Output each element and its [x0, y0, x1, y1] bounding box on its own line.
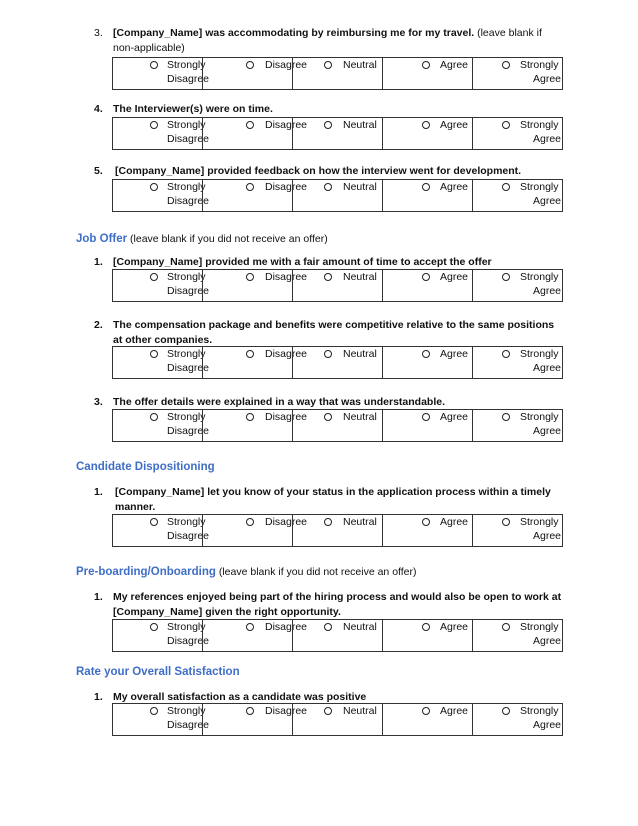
option-label: Neutral	[343, 181, 377, 193]
option-label: Neutral	[343, 119, 377, 131]
option-strongly-disagree	[113, 180, 210, 211]
option-neutral	[292, 58, 382, 89]
section-job-offer	[76, 232, 328, 247]
radio-disagree[interactable]	[246, 61, 254, 69]
option-label: Neutral	[343, 621, 377, 633]
option-label-line2: Agree	[533, 73, 562, 85]
option-strongly-disagree	[113, 118, 210, 149]
likert-scale-interview-5	[112, 179, 563, 212]
radio-strongly-agree[interactable]	[502, 413, 510, 421]
option-agree	[382, 180, 472, 211]
radio-disagree[interactable]	[246, 350, 254, 358]
radio-strongly-disagree[interactable]	[150, 121, 158, 129]
radio-neutral[interactable]	[324, 183, 332, 191]
question-job-offer-2	[94, 318, 564, 348]
option-label-line2: Disagree	[167, 719, 210, 731]
option-strongly-agree	[472, 515, 562, 546]
option-label-line2: Agree	[533, 133, 562, 145]
option-label: Agree	[440, 348, 469, 360]
option-label: Neutral	[343, 516, 377, 528]
radio-agree[interactable]	[422, 61, 430, 69]
radio-agree[interactable]	[422, 183, 430, 191]
radio-strongly-agree[interactable]	[502, 350, 510, 358]
radio-neutral[interactable]	[324, 121, 332, 129]
question-job-offer-1	[94, 255, 564, 270]
option-label: Agree	[440, 621, 469, 633]
radio-strongly-disagree[interactable]	[150, 350, 158, 358]
radio-strongly-disagree[interactable]	[150, 707, 158, 715]
question-number: 1.	[94, 486, 103, 498]
option-strongly-disagree	[113, 347, 210, 378]
option-disagree	[202, 180, 308, 211]
option-strongly-agree	[472, 118, 562, 149]
likert-scale-job-offer-2	[112, 346, 563, 379]
option-label-line2: Agree	[533, 362, 562, 374]
option-agree	[382, 270, 472, 301]
option-label-line2: Disagree	[167, 73, 210, 85]
option-agree	[382, 515, 472, 546]
radio-agree[interactable]	[422, 707, 430, 715]
radio-neutral[interactable]	[324, 350, 332, 358]
radio-agree[interactable]	[422, 623, 430, 631]
option-label-line2: Disagree	[167, 195, 210, 207]
option-label: Disagree	[265, 411, 308, 423]
option-disagree	[202, 270, 308, 301]
likert-scale-onboarding-1	[112, 619, 563, 652]
option-strongly-disagree	[113, 270, 210, 301]
section-title: Rate your Overall Satisfaction	[76, 666, 240, 678]
option-strongly-agree	[472, 347, 562, 378]
question-number: 2.	[94, 319, 103, 331]
option-label-line2: Agree	[533, 425, 562, 437]
radio-neutral[interactable]	[324, 413, 332, 421]
radio-disagree[interactable]	[246, 623, 254, 631]
question-interview-5	[94, 164, 564, 179]
section-title: Pre-boarding/Onboarding	[76, 566, 216, 578]
section-note: (leave blank if you did not receive an offer)	[215, 566, 417, 578]
option-agree	[382, 347, 472, 378]
option-label-line2: Agree	[533, 635, 562, 647]
option-label-line2: Disagree	[167, 362, 210, 374]
question-number: 3.	[94, 396, 103, 408]
radio-disagree[interactable]	[246, 183, 254, 191]
option-label: Strongly	[520, 181, 559, 193]
option-neutral	[292, 180, 382, 211]
option-label: Strongly	[520, 516, 559, 528]
option-label: Disagree	[265, 119, 308, 131]
option-neutral	[292, 410, 382, 441]
option-label: Neutral	[343, 411, 377, 423]
option-label-line2: Agree	[533, 530, 562, 542]
option-neutral	[292, 704, 382, 735]
option-strongly-disagree	[113, 620, 210, 651]
option-label: Strongly	[520, 119, 559, 131]
option-label: Agree	[440, 516, 469, 528]
radio-strongly-agree[interactable]	[502, 707, 510, 715]
section-note: (leave blank if you did not receive an offer)	[127, 233, 328, 245]
option-strongly-disagree	[113, 515, 210, 546]
option-strongly-agree	[472, 704, 562, 735]
option-label: Agree	[440, 181, 469, 193]
radio-strongly-agree[interactable]	[502, 273, 510, 281]
option-disagree	[202, 118, 308, 149]
likert-scale-job-offer-3	[112, 409, 563, 442]
option-label: Strongly	[520, 411, 559, 423]
radio-disagree[interactable]	[246, 518, 254, 526]
section-dispositioning	[76, 460, 215, 475]
option-label: Strongly	[167, 411, 206, 423]
radio-strongly-agree[interactable]	[502, 183, 510, 191]
option-neutral	[292, 118, 382, 149]
option-disagree	[202, 704, 308, 735]
option-agree	[382, 410, 472, 441]
question-statement: [Company_Name] provided feedback on how the interview went for development.	[115, 165, 522, 177]
radio-agree[interactable]	[422, 413, 430, 421]
question-number: 1.	[94, 691, 103, 703]
radio-neutral[interactable]	[324, 623, 332, 631]
radio-disagree[interactable]	[246, 121, 254, 129]
option-strongly-disagree	[113, 410, 210, 441]
option-label: Strongly	[167, 348, 206, 360]
option-label: Strongly	[167, 621, 206, 633]
radio-strongly-disagree[interactable]	[150, 273, 158, 281]
question-number: 1.	[94, 256, 103, 268]
question-number: 1.	[94, 591, 103, 603]
radio-strongly-agree[interactable]	[502, 121, 510, 129]
question-statement: [Company_Name] was accommodating by reimbursing me for my travel.	[113, 27, 475, 39]
question-interview-4	[94, 102, 564, 117]
radio-strongly-disagree[interactable]	[150, 623, 158, 631]
option-label: Neutral	[343, 705, 377, 717]
option-label: Neutral	[343, 271, 377, 283]
question-statement: The Interviewer(s) were on time.	[113, 103, 273, 115]
option-agree	[382, 58, 472, 89]
question-job-offer-3	[94, 395, 564, 410]
option-strongly-agree	[472, 410, 562, 441]
radio-neutral[interactable]	[324, 273, 332, 281]
question-dispositioning-1	[94, 485, 564, 515]
radio-disagree[interactable]	[246, 707, 254, 715]
section-overall-satisfaction	[76, 665, 240, 680]
option-neutral	[292, 620, 382, 651]
radio-strongly-disagree[interactable]	[150, 413, 158, 421]
option-agree	[382, 118, 472, 149]
question-interview-3	[94, 26, 564, 56]
likert-scale-interview-4	[112, 117, 563, 150]
option-neutral	[292, 347, 382, 378]
option-label-line2: Agree	[533, 719, 562, 731]
likert-scale-dispositioning-1	[112, 514, 563, 547]
question-statement: My overall satisfaction as a candidate was positive	[113, 691, 367, 703]
radio-neutral[interactable]	[324, 707, 332, 715]
option-label: Neutral	[343, 348, 377, 360]
option-strongly-disagree	[113, 58, 210, 89]
option-label: Agree	[440, 411, 469, 423]
option-label: Strongly	[520, 271, 559, 283]
option-label: Strongly	[167, 271, 206, 283]
option-neutral	[292, 270, 382, 301]
question-statement: My references enjoyed being part of the hiring process and would also be open to work at [Company_Name] given the right opportunity.	[113, 591, 562, 618]
radio-strongly-agree[interactable]	[502, 623, 510, 631]
option-disagree	[202, 515, 308, 546]
option-label: Strongly	[167, 59, 206, 71]
section-title: Candidate Dispositioning	[76, 461, 215, 473]
question-number: 5.	[94, 165, 103, 177]
radio-agree[interactable]	[422, 273, 430, 281]
option-disagree	[202, 58, 308, 89]
radio-disagree[interactable]	[246, 273, 254, 281]
question-statement: [Company_Name] let you know of your status in the application process within a timely manner.	[115, 486, 551, 513]
radio-neutral[interactable]	[324, 518, 332, 526]
question-number: 4.	[94, 103, 103, 115]
option-label-line2: Disagree	[167, 133, 210, 145]
option-neutral	[292, 515, 382, 546]
radio-strongly-agree[interactable]	[502, 518, 510, 526]
option-disagree	[202, 347, 308, 378]
option-label: Strongly	[167, 516, 206, 528]
option-label: Agree	[440, 59, 469, 71]
option-label-line2: Disagree	[167, 530, 210, 542]
question-onboarding-1	[94, 590, 564, 620]
option-label: Disagree	[265, 705, 308, 717]
option-agree	[382, 620, 472, 651]
radio-strongly-agree[interactable]	[502, 61, 510, 69]
option-agree	[382, 704, 472, 735]
radio-agree[interactable]	[422, 518, 430, 526]
option-label: Disagree	[265, 271, 308, 283]
section-onboarding	[76, 565, 417, 580]
option-label: Disagree	[265, 59, 308, 71]
question-statement: [Company_Name] provided me with a fair amount of time to accept the offer	[113, 256, 492, 268]
option-label-line2: Disagree	[167, 285, 210, 297]
likert-scale-interview-3	[112, 57, 563, 90]
option-strongly-agree	[472, 180, 562, 211]
option-label: Disagree	[265, 621, 308, 633]
option-label: Strongly	[167, 119, 206, 131]
option-disagree	[202, 620, 308, 651]
option-label-line2: Disagree	[167, 425, 210, 437]
option-label: Strongly	[520, 59, 559, 71]
question-statement: The compensation package and benefits were competitive relative to the same positions at other companies.	[113, 319, 555, 346]
option-label: Agree	[440, 271, 469, 283]
radio-neutral[interactable]	[324, 61, 332, 69]
question-number: 3.	[94, 27, 103, 39]
option-label: Strongly	[167, 705, 206, 717]
option-disagree	[202, 410, 308, 441]
radio-agree[interactable]	[422, 350, 430, 358]
option-label-line2: Agree	[533, 285, 562, 297]
option-label: Disagree	[265, 181, 308, 193]
option-label: Disagree	[265, 516, 308, 528]
option-strongly-agree	[472, 58, 562, 89]
question-note: (leave blank if non-applicable)	[113, 27, 542, 54]
option-label-line2: Disagree	[167, 635, 210, 647]
radio-strongly-disagree[interactable]	[150, 61, 158, 69]
section-title: Job Offer	[76, 233, 128, 245]
option-label: Neutral	[343, 59, 377, 71]
option-label: Strongly	[520, 621, 559, 633]
radio-strongly-disagree[interactable]	[150, 518, 158, 526]
option-label: Strongly	[520, 705, 559, 717]
option-strongly-agree	[472, 270, 562, 301]
option-label-line2: Agree	[533, 195, 562, 207]
option-label: Strongly	[520, 348, 559, 360]
radio-strongly-disagree[interactable]	[150, 183, 158, 191]
option-label: Agree	[440, 119, 469, 131]
radio-agree[interactable]	[422, 121, 430, 129]
likert-scale-job-offer-1	[112, 269, 563, 302]
option-label: Disagree	[265, 348, 308, 360]
option-label: Agree	[440, 705, 469, 717]
option-strongly-agree	[472, 620, 562, 651]
radio-disagree[interactable]	[246, 413, 254, 421]
option-strongly-disagree	[113, 704, 210, 735]
option-label: Strongly	[167, 181, 206, 193]
question-text	[113, 26, 564, 56]
question-statement: The offer details were explained in a way that was understandable.	[113, 396, 446, 408]
likert-scale-overall-1	[112, 703, 563, 736]
